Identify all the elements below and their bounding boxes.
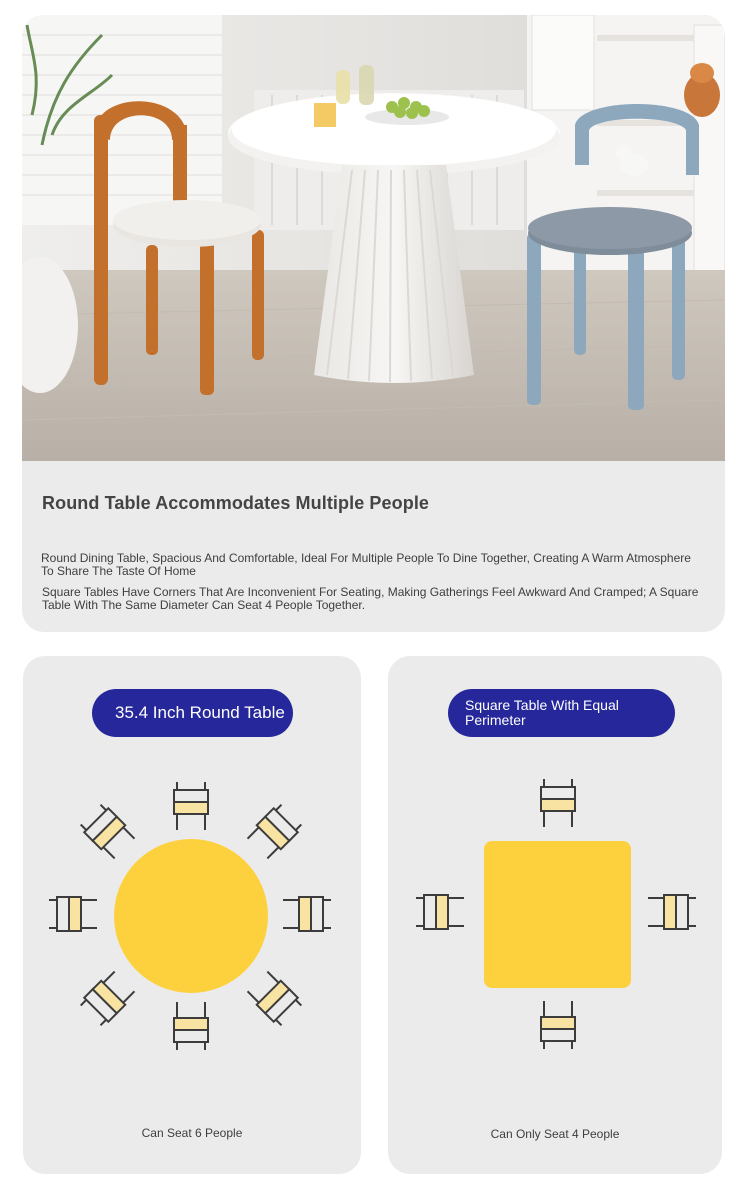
square-table-top [484,841,631,988]
chair-icon [174,1002,208,1050]
section-heading: Round Table Accommodates Multiple People [42,493,430,513]
chair-icon [245,803,303,861]
round-table-top [114,839,268,993]
chair-icon [541,779,575,827]
round-table-diagram [23,656,361,1174]
square-table-diagram [388,656,722,1174]
chair-icon [79,803,137,861]
chair-icon [416,895,464,929]
round-table-label: 35.4 Inch Round Table [92,689,293,737]
intro-card [22,15,725,632]
dining-room-photo [22,15,725,461]
chair-icon [79,969,137,1027]
round-table-description: Round Dining Table, Spacious And Comfortable, Ideal For Multiple People To Dine Together, Creating A Warm Atmosphere To Share The Taste Of Home [41,551,691,578]
chair-icon [174,782,208,830]
chair-icon [541,1001,575,1049]
square-table-label: Square Table With Equal Perimeter [448,689,675,737]
chair-icon [245,969,303,1027]
chair-icon [648,895,696,929]
square-table-card [388,656,722,1174]
chair-icon [49,897,97,931]
square-table-caption: Can Only Seat 4 People [490,1127,620,1141]
chair-icon [283,897,331,931]
square-table-description: Square Tables Have Corners That Are Inconvenient For Seating, Making Gatherings Feel Awkward And Cramped; A Square Table With The Same Diameter Can Seat 4 People Together. [42,585,699,612]
round-table-card [23,656,361,1174]
round-table-caption: Can Seat 6 People [141,1126,243,1140]
